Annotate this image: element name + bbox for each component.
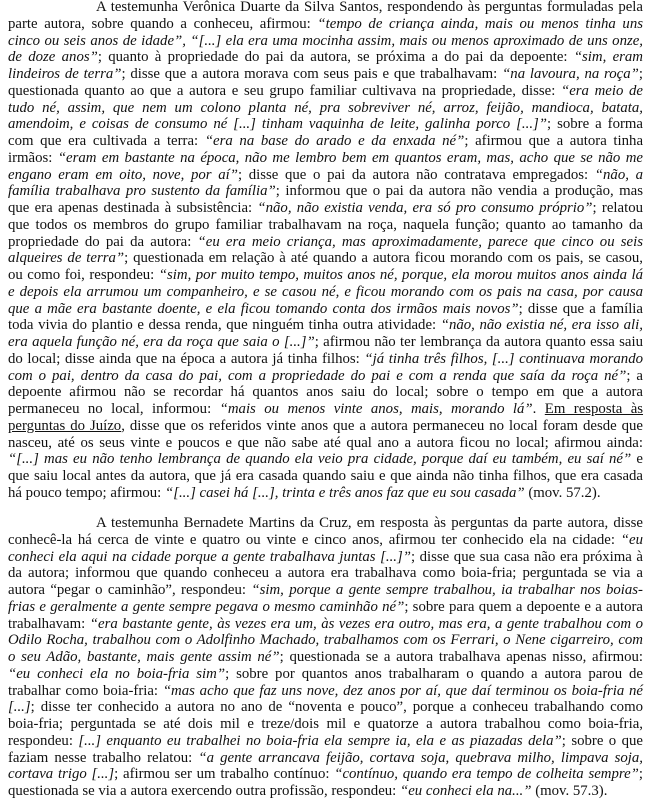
text-run: ; sobre por quantos anos trabalharam o quando a autora parou de: [225, 665, 643, 682]
text-line: [8, 401, 643, 418]
text-run: há pouco tempo; afirmou:: [8, 484, 165, 501]
italic-quote-text: “não, a: [594, 166, 643, 183]
italic-quote-text: cortava trigo [...]: [8, 766, 115, 783]
text-run: ; afirmou não ter lembrança da autora quanto essa saiu: [314, 334, 643, 350]
text-line: [8, 733, 643, 750]
text-line: [8, 418, 643, 435]
italic-quote-text: “eu: [620, 531, 643, 548]
text-run: ; quanto à propriedade do pai da autora, se próxima a do pai da depoente:: [97, 49, 574, 66]
italic-quote-text: lindeiros de terra”: [8, 66, 122, 82]
italic-quote-text: “era meio de: [560, 82, 643, 99]
text-run: permaneceu no local, informou:: [8, 401, 220, 417]
italic-quote-text: “sim, eram: [573, 49, 643, 66]
text-run: que todos os membros do grupo familiar trabalhavam na roça, naquela função; quanto ao tamanho da: [8, 216, 643, 233]
text-run: ; afirmou que a autora tinha: [464, 133, 644, 149]
text-line: [8, 351, 643, 368]
text-line: [8, 16, 643, 33]
italic-quote-text: de doze anos”: [8, 49, 98, 66]
text-line: [8, 582, 643, 599]
italic-quote-text: o seu Adão, bastante, mais gente assim né”: [8, 649, 280, 665]
italic-quote-text: conheci ela aqui na cidade porque a gente trabalhava juntas [...]”: [8, 548, 411, 565]
text-run: do local; disse ainda que na época a autora já tinha filhos:: [8, 350, 365, 367]
text-line: [8, 666, 643, 683]
text-run: A testemunha Verônica Duarte da Silva Santos, respondendo às perguntas formuladas pela: [96, 0, 643, 15]
italic-quote-text: “tempo de criança ainda, mais ou menos tinha uns: [317, 15, 643, 32]
text-run: ;: [638, 766, 643, 783]
text-line: [8, 100, 643, 117]
text-run: ; informou que o pai da autora não vendia a produção, mas: [275, 183, 643, 200]
text-line: [8, 384, 643, 401]
text-line: [8, 649, 643, 666]
italic-quote-text: “era bastante gente, às vezes era um, às vezes era outro, mas era, a gente trabalhou com o: [89, 615, 644, 632]
text-run: que saiu local antes da autora, que já era casada quando saiu e que ainda não tinha filhos, que era casada: [8, 468, 643, 484]
text-run: da autora; informou que quando conheceu a autora era trabalhava como boia-fria; perguntada se via a: [8, 565, 643, 582]
text-run: depoente afirmou não se recordar há quantos anos saiu do local; sobre o tempo em que a autora: [8, 384, 643, 401]
italic-quote-text: com o pai, dentro da casa do pai, com a propriedade do pai e com a renda que saía da roça né”: [8, 367, 627, 384]
text-run: questionada quanto ao que a autora e seu grupo familiar cultivava na propriedade, disse:: [8, 82, 561, 99]
italic-quote-text: “eu conheci ela no boia-fria sim”: [8, 665, 226, 682]
text-line: [8, 284, 643, 301]
text-run: (mov. 57.2).: [524, 484, 601, 501]
underlined-text: perguntas do Juízo: [8, 417, 122, 434]
text-run: propriedade do pai da autora:: [8, 233, 198, 250]
italic-quote-text: “não, não existia venda, era só pro consumo próprio”: [257, 200, 593, 216]
italic-quote-text: amendoim, e coisas de consumo né [...] tinham vaquinha de leite, galinha porco [...]”: [8, 116, 548, 133]
testimony-paragraph-veronica: [8, 0, 643, 502]
text-line: [8, 301, 643, 318]
text-run: ; questionada se a autora trabalhava apenas nisso, afirmou:: [279, 649, 643, 665]
text-run: faziam nesse trabalho relatou:: [8, 749, 199, 766]
italic-quote-text: “[...] mas eu não tenho lembrança de quando ela veio pra cidade, porque daí eu também, eu saí né”: [8, 451, 632, 468]
text-run: ; sobre para quem a depoente e a autora: [404, 598, 643, 615]
text-run: toda vivia do plantio e dessa renda, que ninguém tinha outra atividade:: [8, 317, 441, 334]
italic-quote-text: frias e geralmente a gente sempre pegava o mesmo caminhão né”: [8, 598, 405, 615]
text-line: [8, 150, 643, 167]
italic-quote-text: “eu era meio criança, mas aproximadamente, parece que cinco ou seis: [197, 233, 643, 250]
text-run: ; sobre o que: [561, 732, 643, 749]
underlined-text: Em resposta às: [544, 401, 644, 417]
italic-quote-text: “eu conheci ela na...”: [399, 783, 532, 799]
text-run: ; afirmou ser um trabalho contínuo:: [114, 766, 335, 783]
text-line: [8, 317, 643, 334]
text-run: questionada se via a autora exercendo outra profissão, respondeu:: [8, 783, 400, 799]
text-line: [8, 485, 643, 502]
text-line: [8, 33, 643, 50]
text-line: [8, 468, 643, 485]
italic-quote-text: Odilo Rocha, trabalhou com o Adolfinho Machado, trabalhamos com os Ferrari, o Nene cigarreiro, com: [8, 632, 643, 649]
text-run: (mov. 57.3).: [531, 783, 608, 799]
text-run: e: [631, 451, 643, 468]
italic-quote-text: “[...] casei há [...], trinta e três anos faz que eu sou casada”: [164, 484, 525, 501]
text-run: ; disse que a autora morava com seus pais e que trabalhavam:: [121, 66, 503, 82]
text-line: [8, 565, 643, 582]
text-run: respondeu:: [8, 732, 79, 749]
text-line: [8, 699, 643, 716]
text-line: [8, 66, 643, 83]
text-line: [8, 435, 643, 452]
text-line: [8, 632, 643, 649]
text-run: ; questionada em relação à até quando a autora ficou morando com os pais, se casou,: [124, 250, 643, 267]
text-run: parte autora, sobre quando a conheceu, afirmou:: [8, 15, 318, 32]
text-line: [8, 250, 643, 267]
text-run: ; disse que sua casa não era próxima à: [410, 548, 643, 565]
text-line: [8, 783, 643, 800]
text-line: [8, 766, 643, 783]
italic-quote-text: “sim, porque a gente sempre trabalhou, ia trabalhar nos boias-: [251, 582, 643, 598]
text-run: com que era cultivada a terra:: [8, 133, 205, 149]
italic-quote-text: que a mãe era bastante doente, e ela ficou tomando conta dos irmãos mais novos”: [8, 300, 519, 317]
text-line: [8, 549, 643, 566]
text-line: [8, 183, 643, 200]
text-line: [8, 750, 643, 767]
text-run: trabalhar como boia-fria:: [8, 682, 163, 699]
text-run: .: [532, 401, 545, 417]
text-line: [8, 133, 643, 150]
text-run: boia-fria; perguntada se até dois mil e treze/dois mil e quatorze a autora trabalhou como boia-fria,: [8, 716, 643, 732]
italic-quote-text: era aquela função né, era da roça que saia o [...]”: [8, 334, 315, 350]
text-run: ; disse que a família: [518, 300, 643, 317]
text-line: [8, 234, 643, 251]
text-run: irmãos:: [8, 149, 58, 166]
text-run: conhecê-la há cerca de vinte e quatro ou vinte e cinco anos, afirmou ter conhecido ela na cidade:: [8, 531, 621, 548]
testimony-paragraph-bernadete: [8, 515, 643, 800]
text-line: [8, 217, 643, 234]
text-run: , disse que os referidos vinte anos que a autora permaneceu no local foram desde que: [121, 417, 643, 434]
text-line: [8, 716, 643, 733]
text-line: [8, 167, 643, 184]
text-line: [8, 267, 643, 284]
text-run: ; a: [626, 367, 643, 384]
text-line: [8, 515, 643, 532]
text-line: [8, 683, 643, 700]
italic-quote-text: tudo né, assim, que nem um colono planta né, pra sobreviver né, arroz, feijão, mandioca, batata,: [8, 99, 643, 116]
italic-quote-text: alqueires de terra”: [8, 250, 125, 267]
text-run: autora “pegar o caminhão”, respondeu:: [8, 582, 252, 598]
text-run: ou como foi, respondeu:: [8, 267, 159, 283]
text-run: A testemunha Bernadete Martins da Cruz, em resposta às perguntas da parte autora, disse: [96, 515, 643, 531]
italic-quote-text: “a gente arrancava feijão, cortava soja, quebrava milho, limpava soja,: [198, 749, 643, 766]
text-line: [8, 200, 643, 217]
italic-quote-text: cinco ou seis anos de idade”, “[...] ela era uma mocinha assim, mais ou menos aproximado de uns onze,: [8, 32, 643, 49]
text-run: ; disse que o pai da autora não contratava empregados:: [237, 166, 595, 183]
text-line: [8, 368, 643, 385]
italic-quote-text: e depois ela arrumou um companheiro, e se casou né, e ficou morando com os pais na casa, por causa: [8, 283, 643, 300]
italic-quote-text: “não, não existia né, era isso ali,: [440, 317, 643, 334]
text-run: ;: [638, 66, 643, 82]
text-line: [8, 83, 643, 100]
italic-quote-text: [...] enquanto eu trabalhei no boia-fria ela sempre ia, ela e as piazadas dela”: [78, 732, 562, 749]
text-line: [8, 599, 643, 616]
italic-quote-text: engano eram em oito, nove, por aí”: [8, 166, 238, 183]
text-line: [8, 49, 643, 66]
italic-quote-text: “sim, por muito tempo, muitos anos né, porque, ela morou muitos anos ainda lá: [158, 267, 643, 283]
text-run: trabalhavam:: [8, 615, 90, 632]
text-line: [8, 334, 643, 351]
text-line: [8, 116, 643, 133]
italic-quote-text: [...]: [8, 699, 31, 716]
italic-quote-text: “eram em bastante na época, não me lembro bem em quantos eram, mas, acho que se não me: [57, 149, 643, 166]
text-line: [8, 451, 643, 468]
italic-quote-text: “já tinha três filhos, [...] continuava morando: [364, 350, 643, 367]
italic-quote-text: “mas acho que faz uns nove, dez anos por aí, que daí terminou os boia-fria né: [162, 682, 643, 699]
text-run: ; sobre a forma: [547, 116, 643, 133]
italic-quote-text: família trabalhava pro sustento da família”: [8, 183, 276, 200]
text-line: [8, 0, 643, 16]
text-run: que era apenas destinada à subsistência:: [8, 200, 258, 216]
text-line: [8, 616, 643, 633]
italic-quote-text: “contínuo, quando era tempo de colheita sempre”: [334, 766, 639, 783]
text-run: ; disse ter conhecido a autora no ano de “noventa e pouco”, porque a conheceu trabalhando como: [30, 699, 643, 716]
italic-quote-text: “na lavoura, na roça”: [502, 66, 639, 82]
text-run: nasceu, até os seus vinte e poucos e que não sabe até qual ano a autora ficou no local; afirmou ainda:: [8, 434, 643, 451]
text-run: ; relatou: [592, 200, 643, 216]
text-line: [8, 532, 643, 549]
italic-quote-text: “mais ou menos vinte anos, mais, morando lá”: [219, 401, 533, 417]
italic-quote-text: “era na base do arado e da enxada né”: [204, 133, 465, 149]
